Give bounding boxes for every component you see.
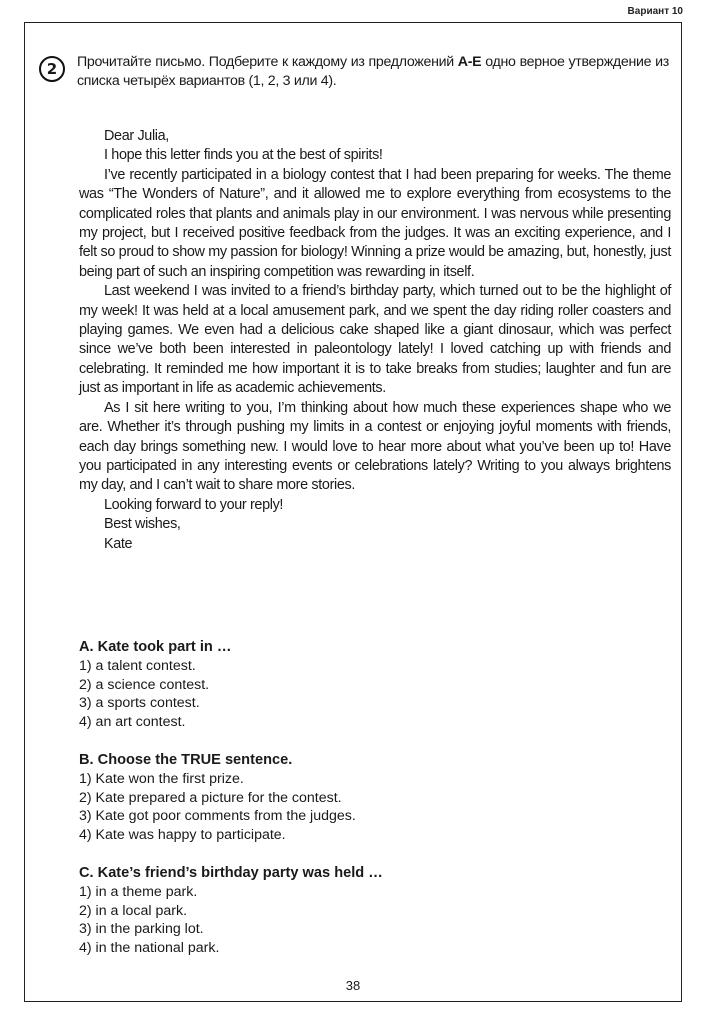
letter-paragraph: I’ve recently participated in a biology contest that I had been preparing for weeks. The theme was “The Wonders of Nature”, and it allowed me to explore everything from ecosystems to the complicated roles that plants and animals play in our environment. I was nervous while presenting my project, but I received positive feedback from the judges. It was an exciting experience, and I felt so proud to show my passion for biology! Winning a prize would be amazing, but, honestly, just being part of such an inspiring competition was rewarding in itself. bbox=[79, 166, 671, 280]
letter-paragraph: I hope this letter finds you at the best of spirits! bbox=[104, 147, 383, 164]
answer-option: 3) a sports contest. bbox=[79, 695, 200, 712]
letter-signature: Kate bbox=[104, 535, 133, 552]
answer-option: 4) in the national park. bbox=[79, 940, 220, 957]
task-instruction bbox=[39, 53, 669, 91]
instruction-post: одно верное утверждение из списка четырёх вариантов (1, 2, 3 или 4). bbox=[77, 54, 669, 89]
page-number: 38 bbox=[345, 978, 361, 993]
letter-paragraph: Last weekend I was invited to a friend’s birthday party, which turned out to be the highlight of my week! It was held at a local amusement park, and we spent the day riding roller coasters and playing games. We even had a delicious cake shaped like a giant dinosaur, which was perfect since we’ve both been interested in paleontology lately! I loved catching up with friends and celebrating. It reminded me how important it is to take breaks from studies; laughter and fun are just as important in life as academic achievements. bbox=[79, 283, 671, 397]
letter-greeting: Dear Julia, bbox=[104, 128, 169, 144]
answer-option: 3) in the parking lot. bbox=[79, 921, 204, 938]
question-a bbox=[79, 638, 639, 732]
letter bbox=[79, 127, 671, 554]
answer-option: 3) Kate got poor comments from the judges. bbox=[79, 808, 356, 825]
letter-paragraph: As I sit here writing to you, I’m thinking about how much these experiences shape who we are. Whether it’s through pushing my limits in a contest or enjoying joyful moments with friends, each day brings something new. I would love to hear more about what you’ve been up to! Have you participated in any interesting events or celebrations lately? Writing to you always brightens my day, and I can’t wait to share more stories. bbox=[79, 399, 671, 494]
task-instruction-text bbox=[77, 53, 669, 91]
answer-option: 1) a talent contest. bbox=[79, 657, 196, 674]
page-frame bbox=[24, 22, 682, 1002]
letter-closing: Best wishes, bbox=[104, 516, 181, 533]
variant-label: Вариант 10 bbox=[627, 6, 683, 17]
letter-closing: Looking forward to your reply! bbox=[104, 496, 284, 513]
answer-option: 2) a science contest. bbox=[79, 676, 210, 693]
questions bbox=[79, 638, 639, 977]
question-title: A. Kate took part in … bbox=[79, 639, 232, 655]
task-number-badge: 2 bbox=[39, 56, 65, 82]
question-b bbox=[79, 751, 639, 845]
answer-option: 2) in a local park. bbox=[79, 902, 188, 919]
question-title: C. Kate’s friend’s birthday party was held … bbox=[79, 864, 383, 881]
answer-option: 2) Kate prepared a picture for the contest. bbox=[79, 789, 342, 806]
question-c bbox=[79, 864, 639, 958]
instruction-bold: A-E bbox=[457, 54, 482, 70]
answer-option: 4) an art contest. bbox=[79, 714, 186, 731]
answer-option: 4) Kate was happy to participate. bbox=[79, 827, 286, 844]
question-title: B. Choose the TRUE sentence. bbox=[79, 751, 293, 768]
answer-option: 1) Kate won the first prize. bbox=[79, 770, 244, 787]
answer-option: 1) in a theme park. bbox=[79, 883, 198, 900]
instruction-pre: Прочитайте письмо. Подберите к каждому из предложений bbox=[77, 54, 458, 70]
